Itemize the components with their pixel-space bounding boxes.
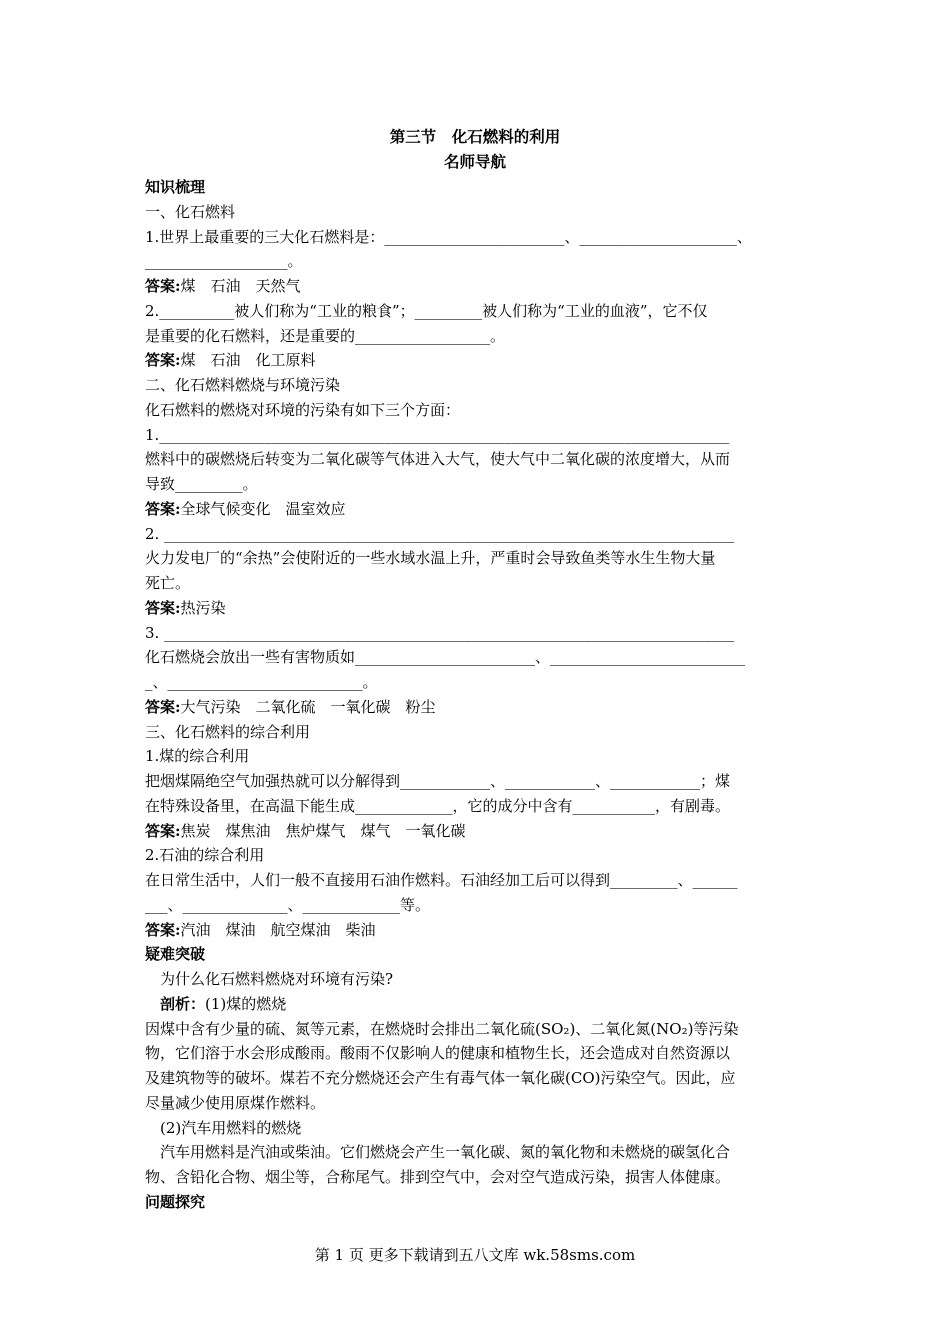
text-line — [145, 449, 810, 469]
text-line — [145, 796, 810, 816]
answer-label: 答案: — [145, 920, 181, 939]
text-line — [145, 1167, 810, 1187]
line-text: ___、______________、_____________等。 — [145, 895, 431, 914]
answer-label: 答案: — [145, 697, 181, 716]
line-text: 问题探究 — [145, 1192, 206, 1211]
line-text: 为什么化石燃料燃烧对环境有污染? — [160, 970, 394, 988]
answer-label: 剖析： — [160, 994, 206, 1013]
text-line — [145, 326, 810, 346]
answer-line — [145, 697, 810, 717]
text-line — [145, 375, 810, 395]
text-line — [145, 251, 810, 271]
line-text: 尽量减少使用原煤作燃料。 — [145, 1093, 326, 1112]
line-text: 物，它们溶于水会形成酸雨。酸雨不仅影响人的健康和植物生长，还会造成对自然资源以 — [145, 1044, 731, 1063]
text-line — [145, 1019, 810, 1039]
text-line — [145, 623, 810, 643]
text-line — [145, 227, 810, 247]
line-text: 因煤中含有少量的硫、氮等元素，在燃烧时会排出二氧化硫(SO₂)、二氧化氮(NO₂)等污染 — [145, 1019, 739, 1038]
text-line — [145, 969, 825, 989]
line-text: (1)煤的燃烧 — [205, 994, 287, 1013]
answer-line — [145, 821, 810, 841]
text-line — [145, 474, 810, 494]
line-text: 大气污染 二氧化硫 一氧化碳 粉尘 — [180, 697, 436, 716]
answer-line — [145, 350, 810, 370]
line-text: 2.__________被人们称为“工业的粮食”；_________被人们称为“工业的血液”，它不仅 — [145, 301, 708, 320]
text-line — [145, 548, 810, 568]
line-text: 在日常生活中，人们一般不直接用石油作燃料。石油经加工后可以得到_________、______ — [145, 871, 738, 889]
text-line — [145, 1118, 825, 1138]
answer-label: 答案: — [145, 351, 181, 370]
line-text: 死亡。 — [145, 574, 191, 592]
answer-line — [145, 499, 810, 519]
line-text: 焦炭 煤焦油 焦炉煤气 煤气 一氧化碳 — [180, 821, 466, 840]
line-text: 化石燃烧会放出一些有害物质如________________________、__________________________ — [145, 648, 746, 667]
text-line — [145, 1142, 825, 1162]
text-line — [145, 573, 810, 593]
line-text: 把烟煤隔绝空气加强热就可以分解得到____________、____________、____________；煤 — [145, 772, 731, 790]
text-line — [145, 722, 810, 742]
line-text: 三、化石燃料的综合利用 — [145, 722, 311, 741]
answer-label: 答案: — [145, 598, 181, 617]
answer-line — [145, 598, 810, 618]
line-text: 1.____________________________________________________________________________ — [145, 425, 730, 444]
line-text: 在特殊设备里，在高温下能生成_____________，它的成分中含有___________，有剧毒。 — [145, 796, 731, 815]
text-line — [145, 202, 810, 222]
line-text: (2)汽车用燃料的燃烧 — [160, 1118, 302, 1137]
text-line — [145, 1192, 810, 1212]
text-line — [145, 746, 810, 766]
line-text: 及建筑物等的破坏。煤若不充分燃烧还会产生有毒气体一氧化碳(CO)污染空气。因此，应 — [145, 1069, 736, 1087]
text-line — [145, 845, 810, 865]
line-text: 燃料中的碳燃烧后转变为二氧化碳等气体进入大气，使大气中二氧化碳的浓度增大，从而 — [145, 450, 731, 469]
text-line — [145, 1043, 810, 1063]
text-line — [145, 944, 810, 964]
line-text: 2.石油的综合利用 — [145, 846, 265, 865]
line-text: 疑难突破 — [145, 945, 206, 964]
line-text: 二、化石燃料燃烧与环境污染 — [145, 376, 341, 394]
line-text: 热污染 — [180, 598, 226, 617]
line-text: 2. ____________________________________________________________________________ — [145, 524, 735, 543]
line-text: ___________________。 — [145, 252, 303, 271]
page-title: 第三节 化石燃料的利用 — [389, 127, 561, 146]
line-text: 1.煤的综合利用 — [145, 747, 250, 766]
text-line — [145, 1093, 810, 1113]
text-line — [145, 301, 810, 321]
line-text: 知识梳理 — [145, 178, 206, 196]
text-line — [145, 672, 810, 692]
text-line — [145, 524, 810, 544]
line-text: 火力发电厂的“余热”会使附近的一些水域水温上升，严重时会导致鱼类等水生生物大量 — [145, 549, 716, 568]
line-text: 导致_________。 — [145, 475, 258, 493]
answer-label: 答案: — [145, 821, 181, 840]
line-text: 全球气候变化 温室效应 — [180, 499, 346, 518]
line-text: 1.世界上最重要的三大化石燃料是：________________________、_____________________、 — [145, 227, 752, 246]
answer-line — [145, 920, 810, 940]
line-text: 煤 石油 化工原料 — [180, 351, 316, 370]
answer-line — [145, 994, 825, 1014]
line-text: 一、化石燃料 — [145, 202, 236, 221]
line-text: 物、含铅化合物、烟尘等，合称尾气。排到空气中，会对空气造成污染，损害人体健康。 — [145, 1168, 731, 1186]
answer-label: 答案: — [145, 277, 181, 295]
text-line — [145, 870, 810, 890]
page-subtitle: 名师导航 — [443, 152, 506, 171]
text-line — [145, 400, 810, 420]
text-line — [145, 647, 810, 667]
answer-label: 答案: — [145, 499, 181, 518]
line-text: 3. ____________________________________________________________________________ — [145, 623, 735, 642]
line-text: 汽油 煤油 航空煤油 柴油 — [180, 920, 376, 939]
line-text: _、__________________________。 — [145, 673, 378, 691]
answer-line — [145, 276, 810, 296]
text-line — [145, 425, 810, 445]
line-text: 化石燃料的燃烧对环境的污染有如下三个方面： — [145, 400, 461, 419]
text-line — [145, 177, 810, 197]
page-footer: 第 1 页 更多下载请到五八文库 wk.58sms.com — [314, 1246, 636, 1264]
text-line — [145, 771, 810, 791]
line-text: 煤 石油 天然气 — [180, 277, 301, 295]
text-line — [145, 1068, 810, 1088]
line-text: 汽车用燃料是汽油或柴油。它们燃烧会产生一氧化碳、氮的氧化物和未燃烧的碳氢化合 — [160, 1143, 731, 1162]
line-text: 是重要的化石燃料，还是重要的__________________。 — [145, 326, 506, 345]
text-line — [145, 895, 810, 915]
